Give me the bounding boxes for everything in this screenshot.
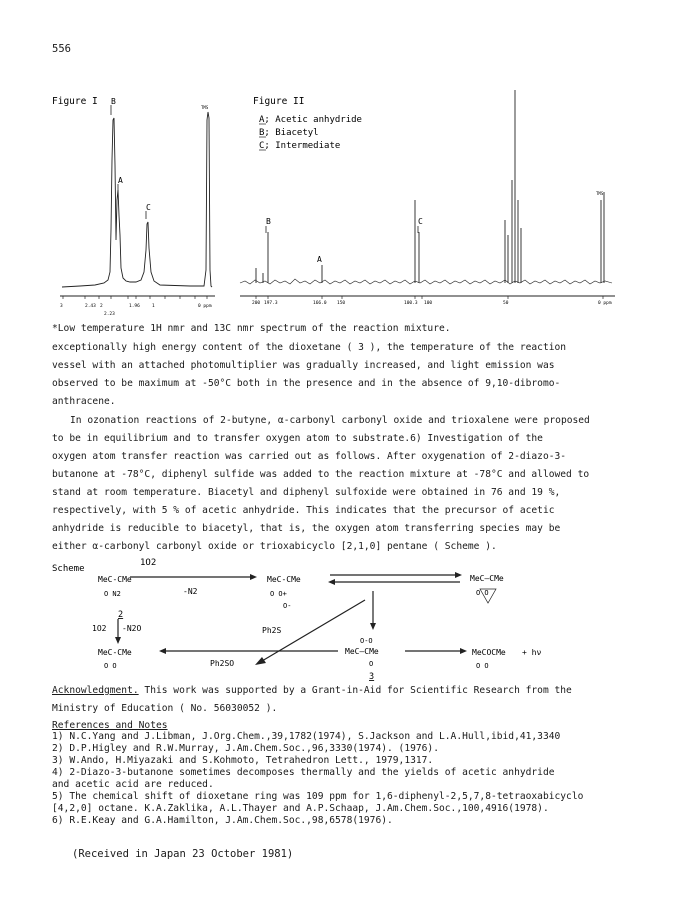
plus-light-emission: + hν <box>522 648 542 657</box>
acknowledgment-title: Acknowledgment. <box>52 685 139 696</box>
dioxetane-bridge-oxygen: O <box>369 660 374 668</box>
reference-item: 4) 2-Diazo-3-butanone sometimes decomposes thermally and the yields of acetic anhydride <box>52 767 555 778</box>
body-line: oxygen atom transfer reaction was carried out as follows. After oxygenation of 2-diazo-3- <box>52 451 567 462</box>
fig2-peak-c-label: C <box>418 217 423 226</box>
fig1-peak-a-label: A <box>118 176 123 185</box>
minus-n2-label: -N2 <box>183 587 198 596</box>
body-line: anhydride is reducible to biacetyl, that is, the oxygen atom transferring species may be <box>52 523 561 534</box>
nmr-spectra-figure <box>0 0 676 330</box>
fig2-tick-166-0: 166.0 <box>313 301 327 306</box>
dioxetane: MeC—CMe <box>345 647 379 656</box>
fig2-tick-100: 100 <box>424 301 433 306</box>
trioxabicyclopentane-oxygens: O O <box>476 589 489 597</box>
legend-intermediate: C; Intermediate <box>259 141 341 151</box>
carbonyl-oxide-substituents: O O+ <box>270 590 287 598</box>
dioxetane-peroxide: O-O <box>360 637 373 645</box>
fig1-subtick-2-23: 2.23 <box>104 312 115 317</box>
fig2-tick-0ppm: 0 ppm <box>598 301 612 306</box>
reference-item: 2) D.P.Higley and R.W.Murray, J.Am.Chem.Soc.,96,3330(1974). (1976). <box>52 743 439 754</box>
fig2-tick-197-3: 197.3 <box>264 301 278 306</box>
body-line: exceptionally high energy content of the dioxetane ( 3 ), the temperature of the reaction <box>52 342 567 353</box>
reference-item: 3) W.Ando, H.Miyazaki and S.Kohmoto, Tetrahedron Lett., 1979,1317. <box>52 755 434 766</box>
fig2-tick-100-3: 100.3 <box>404 301 418 306</box>
body-line: respectively, with 5 % of acetic anhydride. This indicates that the precursor of acetic <box>52 505 555 516</box>
fig2-tick-150: 150 <box>337 301 346 306</box>
acknowledgment-text: This work was supported by a Grant-in-Aid for Scientific Research from the <box>138 685 572 696</box>
fig1-peak-c-label: C <box>146 203 151 212</box>
diazo-ketone: MeC-CMe <box>98 575 132 584</box>
fig1-tick-0ppm: 0 ppm <box>198 304 212 309</box>
fig1-peak-b-label: B <box>111 97 116 106</box>
biacetyl-oxygens: O O <box>104 662 117 670</box>
acetic-anhydride: MeCOCMe <box>472 648 506 657</box>
received-date: (Received in Japan 23 October 1981) <box>72 848 294 860</box>
fig1-tick-1-96: 1.96 <box>129 304 140 309</box>
legend-biacetyl: B; Biacetyl <box>259 128 319 138</box>
diphenyl-sulfoxide: Ph2SO <box>210 659 235 668</box>
fig1-tick-3: 3 <box>60 304 63 309</box>
carbonyl-oxide-anion: O- <box>283 602 292 610</box>
compound-2-label: 2 <box>118 610 124 620</box>
trioxabicyclopentane: MeC—CMe <box>470 574 504 583</box>
page-number: 556 <box>52 43 71 55</box>
acknowledgment-line1 <box>52 685 572 697</box>
references-heading: References and Notes <box>52 720 168 731</box>
body-line: stand at room temperature. Biacetyl and diphenyl sulfoxide were obtained in 76 and 19 %, <box>52 487 561 498</box>
figure-caption: *Low temperature 1H nmr and 13C nmr spectrum of the reaction mixture. <box>52 323 451 334</box>
body-line: vessel with an attached photomultiplier was gradually increased, and light emission was <box>52 360 555 371</box>
fig2-peak-b-label: B <box>266 217 271 226</box>
body-line: to be in equilibrium and to transfer oxygen atom to substrate.6) Investigation of the <box>52 433 543 444</box>
singlet-oxygen-left: 1O2 <box>92 624 107 633</box>
body-line: In ozonation reactions of 2-butyne, α-carbonyl carbonyl oxide and trioxalene were proposed <box>70 415 590 426</box>
fig1-tick-1: 1 <box>152 304 155 309</box>
fig2-tick-200: 200 <box>252 301 261 306</box>
fig2-tms-label: TMS <box>596 191 604 196</box>
singlet-oxygen-top: 1O2 <box>140 558 157 568</box>
fig1-tick-2-43: 2.43 <box>85 304 96 309</box>
scheme-label: Scheme <box>52 564 85 574</box>
reference-item: [4,2,0] octane. K.A.Zaklika, A.L.Thayer and A.P.Schaap, J.Am.Chem.Soc.,100,4916(1978). <box>52 803 549 814</box>
body-line: observed to be maximum at -50°C both in the presence and in the absence of 9,10-dibromo- <box>52 378 561 389</box>
body-line: butanone at -78°C, diphenyl sulfide was added to the reaction mixture at -78°C and allowed to <box>52 469 590 480</box>
fig2-baseline-noise <box>240 279 612 284</box>
fig1-spectrum-trace <box>62 112 212 287</box>
legend-acetic-anhydride: A; Acetic anhydride <box>259 115 362 125</box>
figure2-label: Figure II <box>253 96 305 107</box>
carbonyl-oxide: MeC-CMe <box>267 575 301 584</box>
reference-item: 6) R.E.Keay and G.A.Hamilton, J.Am.Chem.Soc.,98,6578(1976). <box>52 815 393 826</box>
acknowledgment-line2: Ministry of Education ( No. 56030052 ). <box>52 703 278 714</box>
fig2-peak-a-label: A <box>317 255 322 264</box>
acetic-anhydride-oxygens: O O <box>476 662 489 670</box>
body-line: anthracene. <box>52 396 116 407</box>
diphenyl-sulfide: Ph2S <box>262 626 282 635</box>
biacetyl: MeC-CMe <box>98 648 132 657</box>
minus-n2o-label: -N2O <box>122 624 142 633</box>
compound-3-label: 3 <box>369 672 375 682</box>
figure1-label: Figure I <box>52 96 98 107</box>
diazo-ketone-substituents: O N2 <box>104 590 121 598</box>
reaction-scheme <box>0 555 676 685</box>
fig1-tms-label: TMS <box>201 105 209 110</box>
fig1-tick-2: 2 <box>100 304 103 309</box>
reference-item: 5) The chemical shift of dioxetane ring was 109 ppm for 1,6-diphenyl-2,5,7,8-tetraoxabicyclo <box>52 791 584 802</box>
reference-item: 1) N.C.Yang and J.Libman, J.Org.Chem.,39,1782(1974), S.Jackson and L.A.Hull,ibid,41,3340 <box>52 731 561 742</box>
fig2-tick-50: 50 <box>503 301 509 306</box>
reference-item: and acetic acid are reduced. <box>52 779 214 790</box>
body-line: either α-carbonyl carbonyl oxide or trioxabicyclo [2,1,0] pentane ( Scheme ). <box>52 541 497 552</box>
